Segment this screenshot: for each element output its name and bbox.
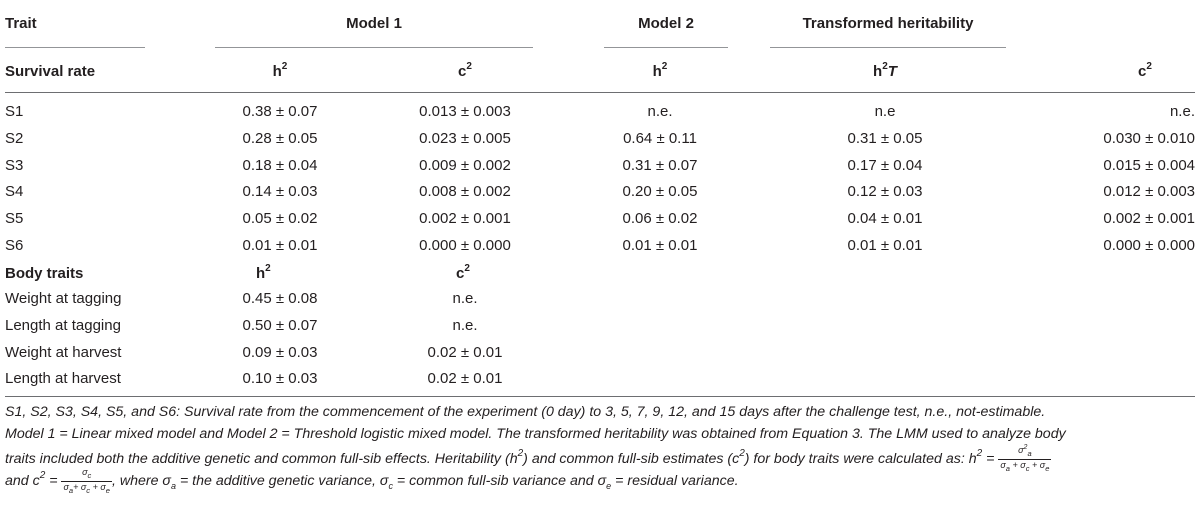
survival-cell-h2-m1: 0.38 ± 0.07 [242, 103, 318, 120]
header-survival-rate: Survival rate [5, 63, 96, 80]
survival-cell-c2-m1: 0.023 ± 0.005 [419, 129, 511, 147]
header-model2: Model 2 [638, 15, 694, 32]
survival-cell-c2-t: 0.015 ± 0.004 [1103, 156, 1195, 174]
header-model1: Model 1 [346, 15, 402, 32]
rule-header [5, 92, 1195, 93]
survival-cell-h2T: 0.12 ± 0.03 [847, 183, 923, 201]
rule-trait [5, 47, 145, 48]
survival-cell-c2-m1: 0.013 ± 0.003 [419, 103, 511, 120]
survival-cell-trait: S6 [5, 237, 24, 254]
body-cell-h2: 0.10 ± 0.03 [242, 370, 318, 388]
survival-cell-h2-m1: 0.18 ± 0.04 [242, 156, 318, 174]
body-traits-header: Body traits [5, 265, 84, 282]
survival-cell-c2-m1: 0.002 ± 0.001 [419, 210, 511, 228]
rule-bottom [5, 396, 1195, 397]
survival-cell-h2-m2: n.e. [647, 103, 673, 120]
rule-transformed [770, 47, 1006, 48]
rule-model2 [604, 47, 728, 48]
survival-cell-h2T: 0.04 ± 0.01 [847, 210, 923, 228]
body-cell-c2: 0.02 ± 0.01 [427, 370, 503, 388]
survival-cell-h2-m2: 0.31 ± 0.07 [622, 156, 698, 174]
body-cell-h2: 0.50 ± 0.07 [242, 316, 318, 334]
rule-model1 [215, 47, 533, 48]
survival-cell-c2-t: 0.030 ± 0.010 [1103, 129, 1195, 147]
survival-cell-h2-m2: 0.64 ± 0.11 [623, 129, 697, 147]
footnote-line-1: S1, S2, S3, S4, S5, and S6: Survival rate from the commencement of the experiment (0 day) to 3, 5, 7, 9, 12, and 15 days after the challenge test, n.e., not-estimable. [5, 404, 1046, 420]
header-c2-m1: $c^2$ [458, 61, 472, 80]
survival-cell-h2-m1: 0.14 ± 0.03 [242, 183, 318, 201]
survival-cell-h2-m1: 0.05 ± 0.02 [242, 210, 318, 228]
header-trait: Trait [5, 15, 37, 32]
survival-cell-c2-t: 0.012 ± 0.003 [1103, 183, 1195, 201]
body-header-c2: $c^2$ [456, 263, 470, 282]
survival-cell-trait: S2 [5, 129, 24, 147]
survival-cell-h2-m2: 0.01 ± 0.01 [622, 237, 698, 254]
body-cell-trait: Weight at harvest [5, 343, 122, 361]
survival-cell-c2-m1: 0.008 ± 0.002 [419, 183, 511, 201]
survival-cell-h2T: 0.17 ± 0.04 [847, 156, 923, 174]
footnote-line-4: and $c^2$ = $\frac{\sigma_c}{\sigma_a+ \sigma_c + \sigma_e}$ , where $\sigma_a$ = the additive genetic variance, $\sigma_c$ = common full-sib variance and $\sigma_e$ = residual variance. [5, 467, 739, 495]
survival-cell-h2-m2: 0.06 ± 0.02 [622, 210, 698, 228]
survival-cell-h2T: 0.01 ± 0.01 [847, 237, 923, 254]
body-cell-trait: Length at harvest [5, 370, 121, 388]
survival-cell-trait: S5 [5, 210, 24, 228]
survival-cell-h2-m1: 0.01 ± 0.01 [242, 237, 318, 254]
survival-cell-trait: S3 [5, 156, 24, 174]
body-cell-c2: n.e. [452, 290, 478, 307]
survival-cell-trait: S1 [5, 103, 24, 120]
footnote-line-3: traits included both the additive genetic and common full-sib effects. Heritability $(h^2)$ and common full-sib estimates $(c^2)$ for body traits were calculated as: $h^2$ = $\frac{\sigma^2_a}{\sigma_a + \sigma_c + \sigma_e}$ [5, 444, 1050, 473]
footnote-line-2: Model 1 = Linear mixed model and Model 2 = Threshold logistic mixed model. The transformed heritability was obtained from Equation 3. The LMM used to analyze body [5, 426, 1066, 442]
body-cell-trait: Length at tagging [5, 316, 121, 334]
body-cell-trait: Weight at tagging [5, 290, 122, 307]
survival-cell-c2-m1: 0.000 ± 0.000 [419, 237, 511, 254]
header-h2-m2: $h^2$ [652, 61, 668, 80]
c2-formula: $\frac{\sigma_c}{\sigma_a+ \sigma_c + \sigma_e}$ [63, 467, 110, 495]
header-h2-m1: $h^2$ [272, 61, 288, 80]
body-cell-h2: 0.09 ± 0.03 [242, 343, 318, 361]
h2-formula: $\frac{\sigma^2_a}{\sigma_a + \sigma_c + \sigma_e}$ [1000, 444, 1050, 473]
header-c2-t: $c^2$ [1138, 61, 1152, 80]
survival-cell-c2-t: 0.000 ± 0.000 [1103, 237, 1195, 254]
survival-cell-c2-t: n.e. [1169, 103, 1195, 120]
survival-cell-c2-t: 0.002 ± 0.001 [1103, 210, 1195, 228]
header-transformed: Transformed heritability [802, 15, 974, 32]
body-header-h2: $h^2$ [256, 263, 271, 282]
header-h2T: $h^2T$ [873, 61, 897, 80]
survival-cell-trait: S4 [5, 183, 24, 201]
body-cell-c2: n.e. [452, 316, 478, 334]
survival-cell-h2T: n.e [874, 103, 896, 120]
survival-cell-c2-m1: 0.009 ± 0.002 [419, 156, 511, 174]
survival-cell-h2T: 0.31 ± 0.05 [847, 129, 923, 147]
body-cell-h2: 0.45 ± 0.08 [242, 290, 318, 307]
survival-cell-h2-m2: 0.20 ± 0.05 [622, 183, 698, 201]
body-cell-c2: 0.02 ± 0.01 [427, 343, 503, 361]
survival-cell-h2-m1: 0.28 ± 0.05 [242, 129, 318, 147]
